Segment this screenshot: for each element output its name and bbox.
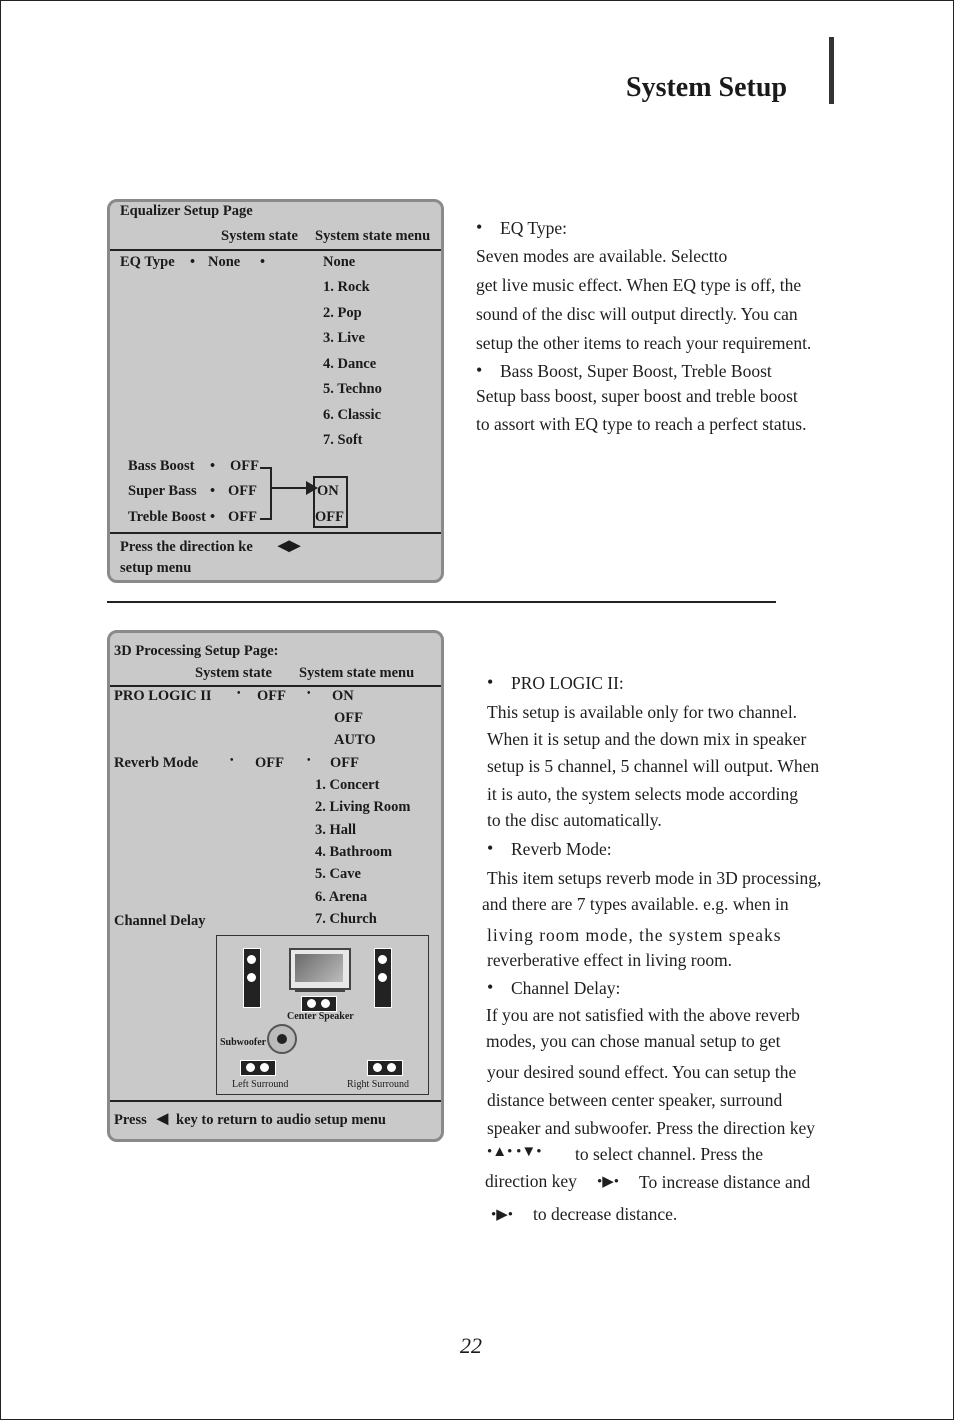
reverb-option[interactable]: 7. Church — [315, 911, 377, 927]
subwoofer-icon[interactable] — [267, 1024, 297, 1054]
eq-option[interactable]: 4. Dance — [323, 356, 377, 372]
eq-desc-line: setup the other items to reach your requirement. — [476, 333, 812, 353]
tv-icon — [289, 948, 351, 990]
eq-type-value[interactable]: None — [208, 254, 241, 270]
eq-desc-line: get live music effect. When EQ type is off, the — [476, 275, 802, 295]
eq-arrow-icon: • — [210, 483, 216, 499]
bass-boost-label: Bass Boost — [128, 458, 195, 474]
pro-logic-label: PRO LOGIC II — [114, 688, 212, 704]
eq-option[interactable]: None — [323, 254, 356, 270]
center-speaker-label: Center Speaker — [287, 1011, 354, 1022]
p3-arrow-icon: • — [307, 755, 311, 766]
pl-desc-line: setup is 5 channel, 5 channel will output. When — [487, 756, 820, 776]
cd-desc-line: modes, you can chose manual setup to get — [486, 1031, 781, 1051]
eq-arrow-icon: • — [210, 458, 216, 474]
reverb-mode-value[interactable]: OFF — [255, 755, 284, 771]
left-surround-speaker-icon[interactable] — [240, 1060, 276, 1076]
3d-processing-setup-panel — [107, 630, 444, 1142]
p3-footer-text: key to return to audio setup menu — [176, 1112, 386, 1128]
reverb-option[interactable]: 4. Bathroom — [315, 844, 393, 860]
direction-keys-icon: ◀▶ — [278, 538, 301, 554]
reverb-option[interactable]: OFF — [330, 755, 359, 771]
front-left-speaker-icon[interactable] — [243, 948, 261, 1008]
treble-boost-value[interactable]: OFF — [228, 509, 257, 525]
left-arrow-key-icon: ◀ — [157, 1111, 169, 1127]
pro-logic-option[interactable]: AUTO — [334, 732, 376, 748]
eq-type-label: EQ Type — [120, 254, 175, 270]
reverb-mode-heading: • Reverb Mode: — [511, 839, 612, 860]
reverb-option[interactable]: 6. Arena — [315, 889, 368, 905]
eq-header-divider — [110, 249, 441, 251]
eq-footer-text: Press the direction ke — [120, 539, 253, 555]
eq-option[interactable]: 6. Classic — [323, 407, 381, 423]
right-surround-label: Right Surround — [347, 1079, 409, 1090]
p3-footer-press: Press — [114, 1112, 147, 1128]
rv-desc-line: living room mode, the system speaks — [487, 925, 782, 945]
eq-col-system-state-menu: System state menu — [315, 228, 431, 244]
treble-boost-label: Treble Boost — [128, 509, 207, 525]
rv-desc-line: and there are 7 types available. e.g. when in — [482, 894, 789, 914]
eq-footer-divider — [110, 532, 441, 534]
channel-delay-heading: • Channel Delay: — [511, 978, 620, 999]
right-key-icon: •▶• — [491, 1207, 514, 1223]
reverb-option[interactable]: 5. Cave — [315, 866, 361, 882]
page-title: System Setup — [626, 72, 788, 103]
pro-logic-option[interactable]: ON — [332, 688, 354, 704]
eq-option[interactable]: 1. Rock — [323, 279, 370, 295]
speaker-layout-diagram — [216, 935, 429, 1095]
eq-option[interactable]: 2. Pop — [323, 305, 362, 321]
pro-logic-value[interactable]: OFF — [257, 688, 286, 704]
section-separator — [107, 601, 776, 603]
p3-col-system-state: System state — [195, 665, 272, 681]
left-surround-label: Left Surround — [232, 1079, 289, 1090]
eq-arrow-icon: • — [210, 509, 216, 525]
equalizer-setup-panel — [107, 199, 444, 583]
reverb-option[interactable]: 3. Hall — [315, 822, 357, 838]
bracket-line — [270, 467, 272, 519]
reverb-mode-label: Reverb Mode — [114, 755, 199, 771]
rv-desc-line: This item setups reverb mode in 3D processing, — [487, 868, 822, 888]
bracket-line — [260, 518, 272, 520]
eq-col-system-state: System state — [221, 228, 298, 244]
cd-desc-line: speaker and subwoofer. Press the direction key — [487, 1118, 816, 1138]
p3-arrow-icon: • — [230, 755, 234, 766]
p3-footer-divider — [110, 1100, 441, 1102]
pro-logic-option[interactable]: OFF — [334, 710, 363, 726]
boost-option-off[interactable]: OFF — [315, 509, 344, 525]
pro-logic-heading: • PRO LOGIC II: — [511, 673, 624, 694]
super-bass-label: Super Bass — [128, 483, 197, 499]
right-key-icon: •▶• — [597, 1174, 620, 1190]
eq-arrow-icon: • — [190, 254, 196, 270]
eq-option[interactable]: 5. Techno — [323, 381, 382, 397]
subwoofer-label: Subwoofer — [220, 1037, 267, 1048]
p3-header-divider — [110, 685, 441, 687]
reverb-option[interactable]: 2. Living Room — [315, 799, 411, 815]
channel-delay-label: Channel Delay — [114, 913, 206, 929]
eq-desc-line: sound of the disc will output directly. You can — [476, 304, 798, 324]
page-number: 22 — [460, 1333, 482, 1358]
cd-desc-line: direction key — [485, 1171, 577, 1191]
p3-arrow-icon: • — [307, 688, 311, 699]
right-surround-speaker-icon[interactable] — [367, 1060, 403, 1076]
p3-panel-title: 3D Processing Setup Page: — [114, 643, 279, 659]
pl-desc-line: This setup is available only for two channel. — [487, 702, 798, 722]
boost-option-on[interactable]: ON — [317, 483, 339, 499]
eq-footer-text: setup menu — [120, 560, 192, 576]
pl-desc-line: it is auto, the system selects mode according — [487, 784, 799, 804]
cd-desc-line: to select channel. Press the — [575, 1144, 764, 1164]
bass-boost-value[interactable]: OFF — [230, 458, 259, 474]
cd-desc-line: To increase distance and — [639, 1172, 811, 1192]
super-bass-value[interactable]: OFF — [228, 483, 257, 499]
p3-arrow-icon: • — [237, 688, 241, 699]
cd-desc-line: distance between center speaker, surround — [487, 1090, 783, 1110]
eq-type-heading: • EQ Type: — [500, 218, 567, 239]
reverb-option[interactable]: 1. Concert — [315, 777, 380, 793]
eq-panel-title: Equalizer Setup Page — [120, 203, 253, 219]
boost-desc-line: Setup bass boost, super boost and treble boost — [476, 386, 798, 406]
pl-desc-line: When it is setup and the down mix in speaker — [487, 729, 807, 749]
tv-stand — [295, 988, 345, 992]
eq-desc-line: Seven modes are available. Selectto — [476, 246, 728, 266]
title-accent-bar — [829, 37, 834, 104]
rv-desc-line: reverberative effect in living room. — [487, 950, 733, 970]
center-speaker-icon[interactable] — [301, 996, 337, 1012]
boost-desc-line: to assort with EQ type to reach a perfect status. — [476, 414, 807, 434]
eq-option[interactable]: 7. Soft — [323, 432, 363, 448]
up-down-keys-icon: •▲• •▼• — [487, 1144, 542, 1160]
cd-desc-line: your desired sound effect. You can setup the — [487, 1062, 797, 1082]
eq-arrow-icon: • — [260, 254, 266, 270]
cd-desc-line: to decrease distance. — [533, 1204, 678, 1224]
boost-heading: • Bass Boost, Super Boost, Treble Boost — [500, 361, 772, 382]
p3-col-system-state-menu: System state menu — [299, 665, 415, 681]
eq-option[interactable]: 3. Live — [323, 330, 365, 346]
pl-desc-line: to the disc automatically. — [487, 810, 662, 830]
cd-desc-line: If you are not satisfied with the above reverb — [486, 1005, 800, 1025]
front-right-speaker-icon[interactable] — [374, 948, 392, 1008]
